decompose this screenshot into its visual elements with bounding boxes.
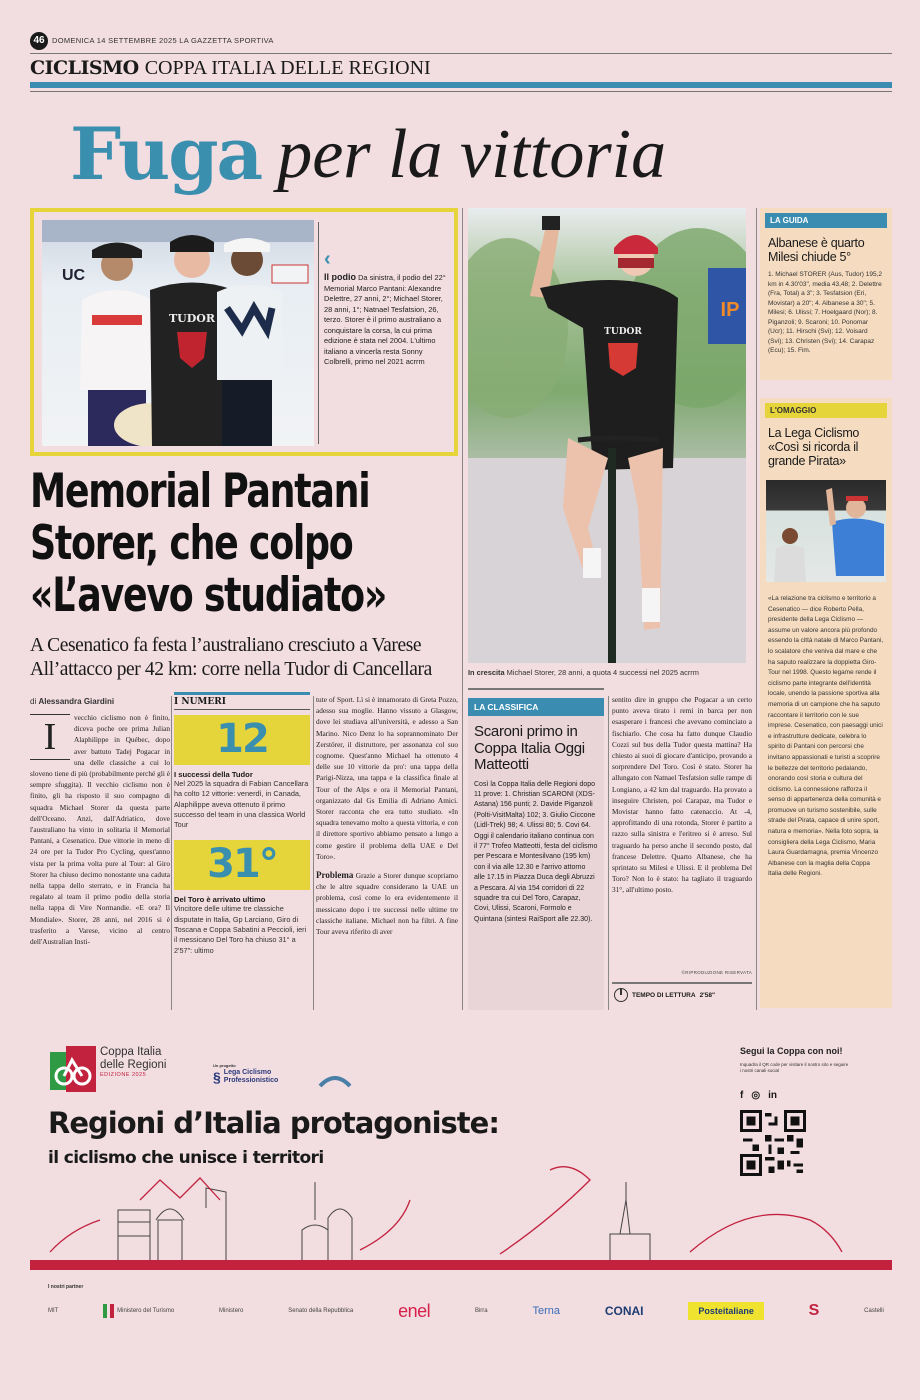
byline <box>30 697 114 706</box>
reading-time <box>614 988 715 1002</box>
page-number: 46 <box>30 32 48 50</box>
city-skyline-illustration <box>30 1160 892 1272</box>
ad-brand <box>100 1046 167 1078</box>
reading-time-value: 2'58" <box>699 991 716 999</box>
section-header <box>30 57 892 81</box>
rider-photo[interactable] <box>468 208 746 663</box>
instagram-icon[interactable]: ◎ <box>751 1090 761 1101</box>
omaggio-label: L'OMAGGIO <box>765 403 887 418</box>
rider-caption-label: In crescita <box>468 668 505 677</box>
omaggio-body: «La relazione tra ciclismo e territorio a Cesenatico — dice Roberto Pella, presidente della Lega Ciclismo — assume un valore ancora più profondo essendo la città natale di Marco Pantani, lo scalatore che veniva dal mare e che ha saputo realizzare la doppietta Giro-Tour nel 1998. Questo legame rende il ciclismo parte integrante dell'identità locale, unendo la passione sportiva alla memoria di un campione che ha saputo raccontare il territorio con le sue imprese. Cesenatico, con paesaggi unici e infrastrutture dedicate, celebra lo spirito di Pantani con percorsi che invitano appassionati e turisti a scoprire le bellezze del territorio pedalando, onorando così storia e cultura del ciclismo. La connessione rafforza il senso di appartenenza della comunità e promuove un turismo sostenibile, sulle strade del Pirata, capace di unire sport, natura e memoria». Nella foto sopra, la consigliera della Lega Ciclismo, Maria Laura Guardamagna, premia Vincenzo Albanese con la maglia della Coppa Italia delle Regioni. <box>768 595 884 878</box>
numbers-box <box>174 692 310 1010</box>
headline-bold: Fuga <box>70 111 262 196</box>
partners-label: I nostri partner <box>48 1284 84 1290</box>
omaggio-illustration <box>766 480 886 582</box>
podium-photo[interactable] <box>42 220 314 446</box>
omaggio-box <box>760 398 892 1008</box>
ad-follow-title: Segui la Coppa con noi! <box>740 1046 843 1056</box>
partner-logo: Senato della Repubblica <box>288 1308 354 1314</box>
linkedin-icon[interactable]: in <box>768 1090 777 1101</box>
deck-line: All’attacco per 42 km: corre nella Tudor di Cancellara <box>30 659 432 680</box>
partners-row <box>48 1296 884 1326</box>
partner-logo-suzuki: S <box>808 1302 820 1319</box>
article-title-line: Memorial Pantani <box>30 464 370 519</box>
guida-label: LA GUIDA <box>765 213 887 228</box>
classifica-title: Scaroni primo in Coppa Italia Oggi Matteotti <box>474 723 585 773</box>
organizer-name: Lega Ciclismo Professionistico <box>223 1069 279 1084</box>
guida-title: Albanese è quarto Milesi chiude 5° <box>768 236 865 264</box>
deck-line: A Cesenatico fa festa l’australiano cresciuto a Varese <box>30 635 422 656</box>
header-rule-lower <box>30 91 892 92</box>
classifica-box <box>468 698 604 1010</box>
organizer-logo <box>213 1069 292 1085</box>
stat-value: 31° <box>174 840 310 890</box>
ad-edition: EDIZIONE 2025 <box>100 1072 147 1078</box>
column-separator <box>171 696 172 1010</box>
section-topic: COPPA ITALIA DELLE REGIONI <box>144 57 431 79</box>
article-text: tute of Sport. Lì si è innamorato di Greta Pozzo, adesso sua moglie. Hanno vissuto a Glasgow, dove lei studiava all'università, e adesso a San Marino. Nico Denz lo ha soprannominato Der Zerstörer, il distruttore, per assonanza col suo cognome. Quest'anno Michael ha ottenuto 4 delle sue 10 vittorie da pro': una tappa della Parigi-Nizza, una tappa e la classifica finale al Tour of the Alps e ora il Memorial Pantani, organizzato dal Gs Emilia di Adriano Amici. Storer racconta che era tutto studiato. «In squadra tenevamo molto a questa vittoria, e con il direttore sportivo abbiamo pensato a lungo a come gestire il problema della UAE e Del Toro». <box>316 695 458 861</box>
article-text: vecchio ciclismo non è finito, diceva poche ore prima Julian Alaphilippe in Québec, dopo aver battuto Tadej Pogacar in una delle classiche a cui lo sloveno tiene di più (probabilmente perché gli è sempre sfuggita). Il vecchio ciclismo non è finito, gli ha risposto il suo compagno di squadra Michael Storer da questa parte dell'Oceano. Anzi, dall'Adriatico, dove l'australiano ha vinto in solitaria il Memorial Pantani, a Cesenatico. Due vittorie in meno di 24 ore per la Tudor Pro Cycling, quest'anno vista per la prima volta pure al Tour: al Giro Storer ha chiuso decimo nonostante una caduta nella tappa dello sterrato, e in Francia ha regalato al team il primo podio della storia nella tappa di Vire Normandie. «E ora? Il Mondiale». Storer, 28 anni, nel 2016 si è trasferito a Varese, vicino al centro dell'Australian Insti- <box>30 713 170 947</box>
ad-follow-text: Inquadra il QR code per visitare il nostro sito e seguire i nostri canali social <box>740 1062 849 1073</box>
facebook-icon[interactable]: f <box>740 1090 744 1101</box>
reading-time-label: TEMPO DI LETTURA <box>632 991 696 999</box>
arch-logo-icon <box>318 1070 352 1088</box>
copyright: ©RIPRODUZIONE RISERVATA <box>681 970 752 975</box>
partner-logo: MIT <box>48 1308 59 1314</box>
readtime-rule <box>612 982 752 984</box>
partner-name: Ministero del Turismo <box>117 1308 175 1314</box>
svg-text:UC: UC <box>62 267 86 284</box>
numbers-label: I NUMERI <box>174 695 310 710</box>
podium-illustration <box>42 220 314 446</box>
lega-logo-icon: § <box>213 1069 221 1085</box>
partner-logo-poste: Posteitaliane <box>688 1302 764 1320</box>
podium-caption-label: Il podio <box>324 272 356 282</box>
paragraph-label: Problema <box>316 870 354 881</box>
coppa-italia-logo <box>50 1046 96 1092</box>
classifica-body: Così la Coppa Italia delle Regioni dopo 11 prove: 1. Christian SCARONI (XDS-Astana) 156 punti; 2. Davide Piganzoli (Polti-VisitMalta) 102; 3. Giulio Ciccone (Lidl-Trek) 98; 4. Ulissi 80; 5. Covi 64. Oggi il calendario italiano continua con il 77° Trofeo Matteotti, festa del ciclismo per Pescara e Montesilvano (195 km) con il via alle 12.30 e l'arrivo attorno alle 17.15 in Piazza Duca degli Abruzzi a Pescara. Al via 154 corridori di 22 squadre tra cui Del Toro, Carapaz, Covi, Ulissi, Scaroni, Formolo e Quintana (sintesi RaiSport alle 22.30). <box>474 780 598 923</box>
article-title-line: «L’avevo studiato» <box>30 568 387 623</box>
stat-title: I successi della Tudor <box>174 770 253 779</box>
article-title <box>30 466 400 622</box>
rider-caption <box>468 668 754 677</box>
organizer-label: Un progetto <box>213 1063 236 1068</box>
column-separator <box>462 208 463 1010</box>
article-title-line: Storer, che colpo <box>30 516 353 571</box>
byline-prefix: di <box>30 697 37 706</box>
partner-logo: Castelli <box>864 1308 884 1314</box>
podium-box <box>30 208 458 456</box>
article-text: Grazie a Storer dunque scopriamo che le altre squadre considerano la UAE un problema, così come lo era evidentemente il messicano dopo i tre successi nelle ultime tre classiche italiane. Michael non ha filtri. A fine Tour aveva riferito di aver <box>316 871 458 937</box>
ad-brand-line: delle Regioni <box>100 1059 167 1071</box>
podium-caption-text: Da sinistra, il podio del 22° Memorial Marco Pantani: Alexandre Delettre, 27 anni, 2°; Michael Storer, 28 anni, 1°; Natnael Tesfatsion, 26, terzo. Storer è il primo australiano a conquistare la corsa, la cui prima edizione è stata nel 2004. L'ultimo italiano a vincerla resta Sonny Colbrelli, primo nel 2021 acrrm <box>324 273 446 366</box>
partner-logo <box>103 1304 174 1318</box>
partner-logo-terna: Terna <box>532 1305 560 1317</box>
caption-divider <box>318 222 319 444</box>
guida-body: 1. Michael STORER (Aus, Tudor) 195,2 km in 4.30'03", media 43,48; 2. Delettre (Fra, Total) a 3"; 3. Tesfatsion (Eri, Movistar) a 20"; 4. Albanese a 30"; 5. Milesi; 6. Ulissi; 7. Hoelgaard (Nor); 8. Piganzoli; 9. Scaroni; 10. Ponomar (Ucr); 11. Hirschi (Svi); 12. Voisard (Svi); 13. Christen (Svi); 14. Carapaz (Ecu); 15. Fim. <box>768 271 883 354</box>
partner-logo-conai: CONAI <box>604 1304 644 1318</box>
page-headline <box>70 98 870 196</box>
header-rule <box>30 53 892 54</box>
column-separator <box>313 696 314 1010</box>
ad-title: Regioni d’Italia protagoniste: <box>48 1106 499 1140</box>
stat-text: Vincitore delle ultime tre classiche disputate in Italia, Gp Larciano, Giro di Toscana e Coppa Sabatini a Peccioli, ieri il messicano Del Toro ha chiuso 31° a 2'57": ultimo <box>174 904 307 955</box>
column-separator <box>608 696 609 1010</box>
section-color-bar <box>30 82 892 88</box>
article-text: sentito dire in gruppo che Pogacar a un certo punto aveva tirato i remi in barca per non esasperare i francesi che avevano cominciato a fischiarlo. Che cosa ha fatto dunque Claudio Cozzi sul bus della Tudor questa mattina? Ha chiesto ai suoi di giocare d'anticipo, provando a sorprendere Del Toro. Così è stato. Storer ha allungato con Natnael Tesfatsion sulle rampe di Longiano, a 42 km dal traguardo. Ha provato a inseguire Christen, poi Carapaz, ma Tudor e Movistar hanno fatto catenaccio. At -4, approfittando di una rotonda, Storer è partito a razzo sulla sinistra e l'eritreo si è arreso. Sul traguardo ha perso anche il secondo posto, dal francese Delettre. Quarto Albanese, che ha sprintato su Milesi e Ulissi. E il problema Del Toro? Non lo è stato: ha tagliato il traguardo 31°, all'ultimo posto. <box>612 695 752 895</box>
podium-jersey-text: TUDOR <box>168 312 216 325</box>
article-column-1 <box>30 712 170 1010</box>
stat-text: Nel 2025 la squadra di Fabian Cancellara ha colto 12 vittorie: venerdì, in Canada, Alaphilippe aveva ottenuto il primo successo del team in una classica World Tour <box>174 779 309 830</box>
byline-author: Alessandra Giardini <box>38 697 115 706</box>
chevron-left-icon: ‹ <box>324 248 331 270</box>
ad-subtitle: il ciclismo che unisce i territori <box>48 1148 324 1168</box>
rider-caption-text: Michael Storer, 28 anni, a quota 4 successi nel 2025 acrrm <box>506 668 699 677</box>
guida-box <box>760 208 892 380</box>
omaggio-title: La Lega Ciclismo «Così si ricorda il grande Pirata» <box>768 426 860 468</box>
social-links <box>740 1090 777 1101</box>
classifica-top-rule <box>468 688 604 690</box>
headline-italic: per la vittoria <box>277 116 667 193</box>
stat-title: Del Toro è arrivato ultimo <box>174 895 266 905</box>
classifica-label: LA CLASSIFICA <box>468 698 604 716</box>
section-kicker: CICLISMO <box>30 57 139 79</box>
ad-brand-line: Coppa Italia <box>100 1046 162 1058</box>
dropcap: I <box>30 714 70 760</box>
partner-logo-enel: enel <box>398 1300 431 1321</box>
dateline: DOMENICA 14 SETTEMBRE 2025 LA GAZZETTA SPORTIVA <box>52 36 274 45</box>
podium-caption <box>324 272 452 368</box>
article-column-3 <box>316 694 458 1010</box>
rider-jersey-text: TUDOR <box>604 327 642 337</box>
column-separator <box>756 208 757 1010</box>
sign-text: IP <box>720 299 740 321</box>
article-column-5 <box>612 694 752 984</box>
partner-logo: Birra <box>474 1308 488 1314</box>
clock-icon <box>614 988 628 1002</box>
rider-illustration <box>468 208 746 663</box>
article-deck <box>30 634 460 682</box>
omaggio-photo[interactable] <box>766 480 886 582</box>
partner-logo: Ministero <box>219 1308 244 1314</box>
stat-value: 12 <box>174 715 310 765</box>
